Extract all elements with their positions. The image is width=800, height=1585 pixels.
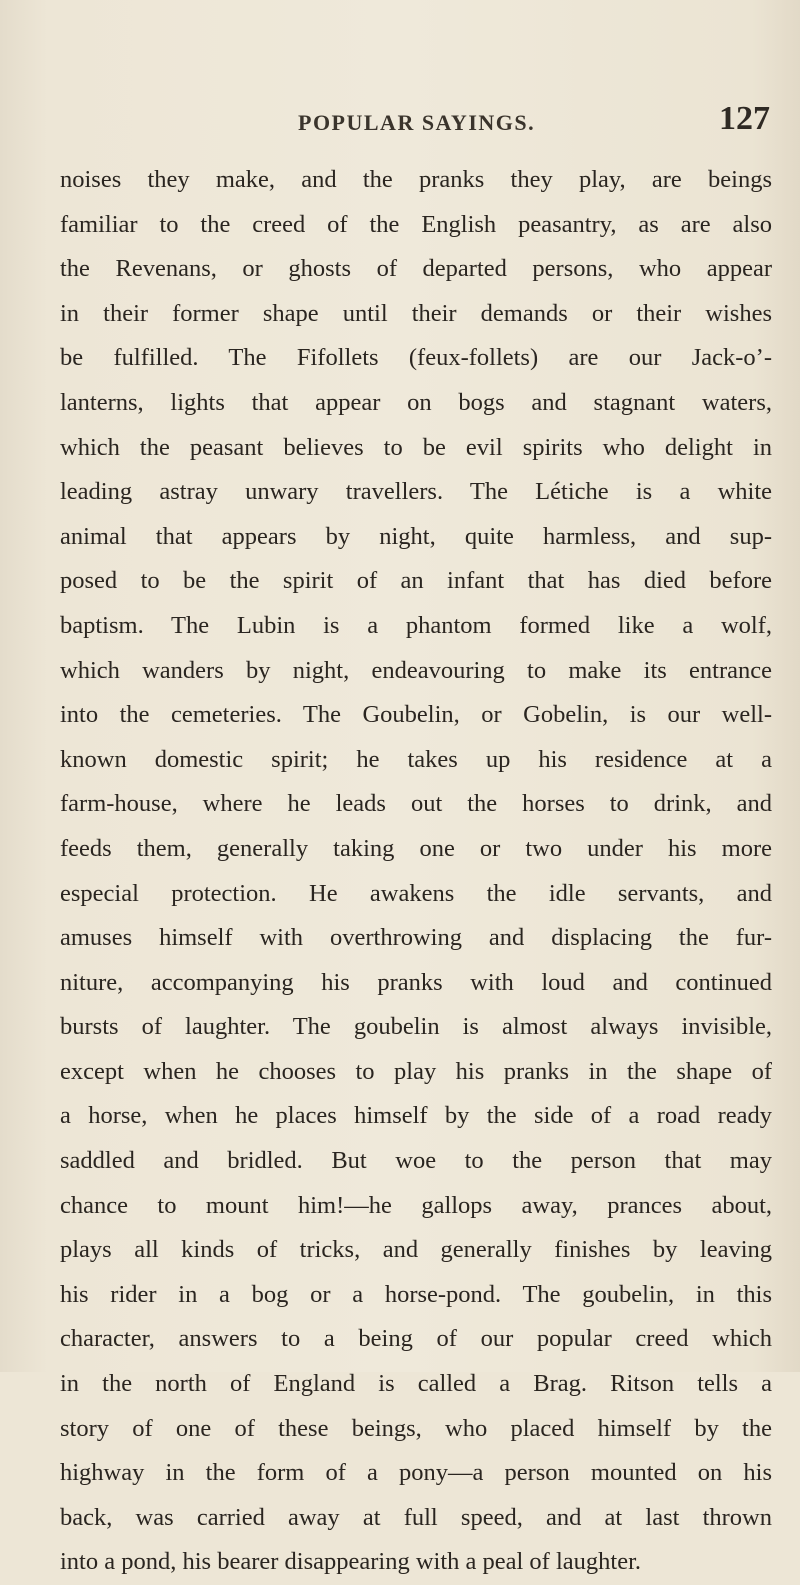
text-line: in their former shape until their demands or their wishes [60, 299, 772, 327]
text-line: story of one of these beings, who placed himself by the [60, 1414, 772, 1442]
text-line: into a pond, his bearer disappearing with a peal of laughter. [60, 1548, 642, 1576]
text-line: feeds them, generally taking one or two under his more [60, 834, 772, 862]
text-line: saddled and bridled. But woe to the person that may [60, 1147, 772, 1175]
text-line: which wanders by night, endeavouring to make its entrance [60, 656, 772, 684]
text-line: farm-house, where he leads out the horses to drink, and [60, 790, 772, 818]
text-line: the Revenans, or ghosts of departed persons, who appear [60, 255, 772, 283]
text-line: amuses himself with overthrowing and displacing the fur- [60, 924, 772, 952]
text-line: plays all kinds of tricks, and generally finishes by leaving [60, 1236, 772, 1264]
text-line: familiar to the creed of the English peasantry, as are also [60, 210, 772, 238]
body-text [60, 158, 772, 1585]
text-line: bursts of laughter. The goubelin is almost always invisible, [60, 1013, 772, 1041]
text-line: baptism. The Lubin is a phantom formed like a wolf, [60, 611, 772, 639]
text-line: posed to be the spirit of an infant that has died before [60, 567, 772, 595]
running-head [60, 100, 772, 140]
text-line: highway in the form of a pony—a person mounted on his [60, 1459, 772, 1487]
text-line: which the peasant believes to be evil spirits who delight in [60, 433, 772, 461]
text-line: especial protection. He awakens the idle servants, and [60, 879, 772, 907]
text-line: a horse, when he places himself by the side of a road ready [60, 1102, 772, 1130]
text-line: niture, accompanying his pranks with loud and continued [60, 968, 772, 996]
text-line: known domestic spirit; he takes up his residence at a [60, 745, 772, 773]
page-number: 127 [719, 100, 770, 137]
text-line: into the cemeteries. The Goubelin, or Gobelin, is our well- [60, 701, 772, 729]
text-line: animal that appears by night, quite harmless, and sup- [60, 522, 772, 550]
text-line: except when he chooses to play his pranks in the shape of [60, 1057, 772, 1085]
text-line: chance to mount him!—he gallops away, prances about, [60, 1191, 772, 1219]
running-title: POPULAR SAYINGS. [298, 110, 536, 135]
text-line: his rider in a bog or a horse-pond. The goubelin, in this [60, 1280, 772, 1308]
text-line: character, answers to a being of our popular creed which [60, 1325, 772, 1353]
text-line: back, was carried away at full speed, and at last thrown [60, 1503, 772, 1531]
text-line: leading astray unwary travellers. The Létiche is a white [60, 478, 772, 506]
text-line: lanterns, lights that appear on bogs and stagnant waters, [60, 388, 772, 416]
text-line: in the north of England is called a Brag. Ritson tells a [60, 1370, 772, 1398]
text-line: be fulfilled. The Fifollets (feux-follets) are our Jack-o’- [60, 344, 772, 372]
text-line: noises they make, and the pranks they play, are beings [60, 166, 772, 193]
